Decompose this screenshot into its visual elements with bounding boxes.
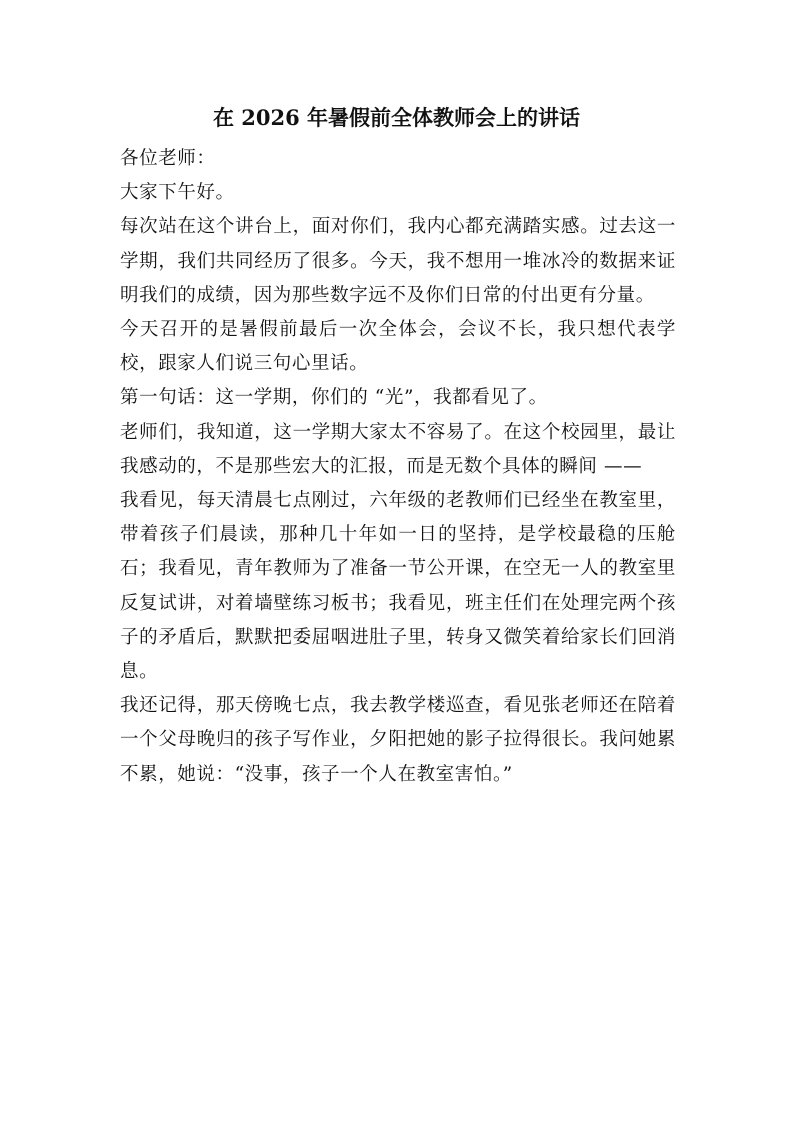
- body-paragraph: 我还记得，那天傍晚七点，我去教学楼巡查，看见张老师还在陪着一个父母晚归的孩子写作业，夕阳把她的影子拉得很长。我问她累不累，她说：“没事，孩子一个人在教室害怕。”: [120, 695, 676, 785]
- salutation: 各位老师：: [120, 148, 216, 169]
- body-paragraph: 我看见，每天清晨七点刚过，六年级的老教师们已经坐在教室里，带着孩子们晨读，那种几十年如一日的坚持，是学校最稳的压舱石；我看见，青年教师为了准备一节公开课，在空无一人的教室里反复试讲，对着墙壁练习板书；我看见，班主任们在处理完两个孩子的矛盾后，默默把委屈咽进肚子里，转身又微笑着给家长们回消息。: [120, 490, 676, 683]
- section-heading: 第一句话：这一学期，你们的 “光”，我都看见了。: [120, 387, 548, 409]
- greeting: 大家下午好。: [120, 182, 235, 204]
- body-paragraph: 每次站在这个讲台上，面对你们，我内心都充满踏实感。过去这一学期，我们共同经历了很多。今天，我不想用一堆冰冷的数据来证明我们的成绩，因为那些数字远不及你们日常的付出更有分量。: [120, 216, 676, 306]
- document-body: [120, 142, 676, 792]
- document-title: 在 2026 年暑假前全体教师会上的讲话: [212, 105, 581, 130]
- body-paragraph: 今天召开的是暑假前最后一次全体会，会议不长，我只想代表学校，跟家人们说三句心里话。: [120, 319, 676, 375]
- body-paragraph: 老师们，我知道，这一学期大家太不容易了。在这个校园里，最让我感动的，不是那些宏大的汇报，而是无数个具体的瞬间 ——: [120, 421, 676, 477]
